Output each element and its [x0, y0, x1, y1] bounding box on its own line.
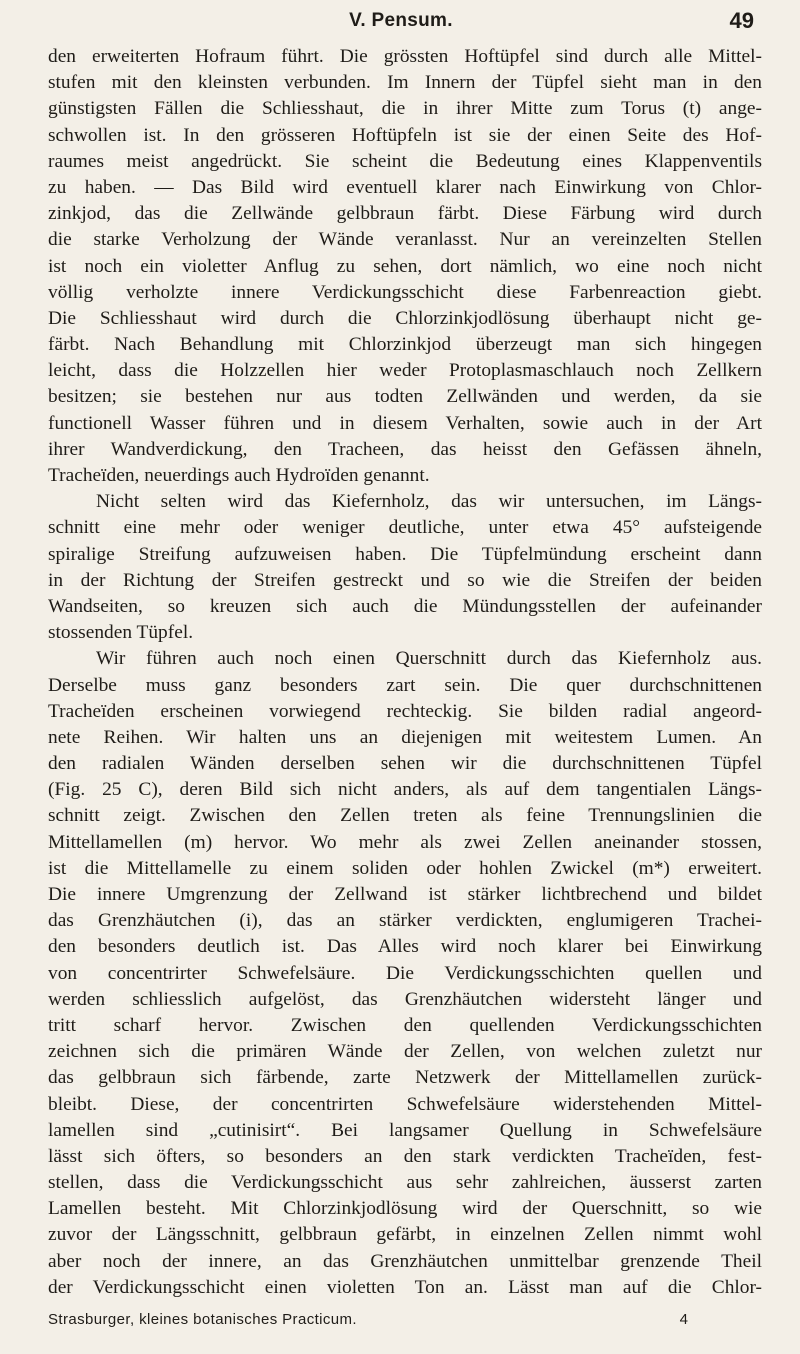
text-line: Die innere Umgrenzung der Zellwand ist stärker lichtbrechend und bildet — [48, 884, 762, 905]
text-line: den besonders deutlich ist. Das Alles wird noch klarer bei Einwirkung — [48, 936, 762, 958]
text-line: werden schliesslich aufgelöst, das Grenzhäutchen widersteht länger und — [48, 988, 762, 1010]
text-line: bleibt. Diese, der concentrirten Schwefelsäure widerstehenden Mittel- — [48, 1093, 762, 1115]
text-line: Mittellamellen (m) hervor. Wo mehr als zwei Zellen aneinander stossen, — [48, 831, 762, 853]
running-title: V. Pensum. — [349, 10, 453, 31]
text-line: zeichnen sich die primären Wände der Zellen, von welchen zuletzt nur — [48, 1041, 762, 1063]
text-line: den erweiterten Hofraum führt. Die grössten Hoftüpfel sind durch alle Mittel- — [48, 46, 762, 67]
text-line: schwollen ist. In den grösseren Hoftüpfeln ist sie der einen Seite des Hof- — [48, 124, 762, 146]
text-line: Tracheïden erscheinen vorwiegend rechteckig. Sie bilden radial angeord- — [48, 700, 762, 722]
text-line: nete Reihen. Wir halten uns an diejenigen mit weitestem Lumen. An — [48, 726, 762, 748]
page-footer — [48, 1311, 688, 1333]
text-line: ist noch ein violetter Anflug zu sehen, dort nämlich, wo eine noch nicht — [48, 255, 762, 277]
text-line: den radialen Wänden derselben sehen wir die durchschnittenen Tüpfel — [48, 753, 762, 775]
text-line: in der Richtung der Streifen gestreckt und so wie die Streifen der beiden — [48, 569, 762, 591]
text-line: das Grenzhäutchen (i), das an stärker verdickten, englumigeren Trachei- — [48, 910, 762, 932]
text-line: raumes meist angedrückt. Sie scheint die Bedeutung eines Klappenventils — [48, 150, 762, 172]
text-line: zuvor der Längsschnitt, gelbbraun gefärbt, in einzelnen Zellen nimmt wohl — [48, 1224, 762, 1246]
text-line: das gelbbraun sich färbende, zarte Netzwerk der Mittellamellen zurück- — [48, 1067, 762, 1089]
page-number: 49 — [729, 8, 754, 33]
text-line: aber noch der innere, an das Grenzhäutchen unmittelbar grenzende Theil — [48, 1250, 762, 1272]
text-line: Derselbe muss ganz besonders zart sein. Die quer durchschnittenen — [48, 674, 762, 696]
text-line: Wir führen auch noch einen Querschnitt durch das Kiefernholz aus. — [96, 648, 762, 670]
text-line: günstigsten Fällen die Schliesshaut, die in ihrer Mitte zum Torus (t) ange- — [48, 98, 762, 120]
page-header — [48, 10, 754, 36]
text-line: lamellen sind „cutinisirt“. Bei langsamer Quellung in Schwefelsäure — [48, 1119, 762, 1141]
text-line: Lamellen besteht. Mit Chlorzinkjodlösung wird der Querschnitt, so wie — [48, 1198, 762, 1220]
text-line: färbt. Nach Behandlung mit Chlorzinkjod überzeugt man sich hingegen — [48, 334, 762, 356]
text-line: besitzen; sie bestehen nur aus todten Zellwänden und werden, da sie — [48, 386, 762, 408]
text-line: Tracheïden, neuerdings auch Hydroïden genannt. — [48, 465, 430, 486]
text-line: Nicht selten wird das Kiefernholz, das wir untersuchen, im Längs- — [96, 491, 762, 513]
text-line: der Verdickungsschicht einen violetten Ton an. Lässt man auf die Chlor- — [48, 1276, 762, 1298]
text-line: zinkjod, das die Zellwände gelbbraun färbt. Diese Färbung wird durch — [48, 203, 762, 225]
text-line: ihrer Wandverdickung, den Tracheen, das heisst den Gefässen ähneln, — [48, 438, 762, 460]
text-line: die starke Verholzung der Wände veranlasst. Nur an vereinzelten Stellen — [48, 229, 762, 251]
text-line: stufen mit den kleinsten verbunden. Im Innern der Tüpfel sieht man in den — [48, 72, 762, 94]
signature-mark: 4 — [679, 1311, 688, 1328]
text-line: völlig verholzte innere Verdickungsschicht diese Farbenreaction giebt. — [48, 281, 762, 303]
text-line: tritt scharf hervor. Zwischen den quellenden Verdickungsschichten — [48, 1014, 762, 1036]
text-line: spiralige Streifung aufzuweisen haben. Die Tüpfelmündung erscheint dann — [48, 543, 762, 565]
footer-signature: Strasburger, kleines botanisches Practicum. — [48, 1311, 358, 1328]
text-line: leicht, dass die Holzzellen hier weder Protoplasmaschlauch noch Zellkern — [48, 360, 762, 382]
text-line: stellen, dass die Verdickungsschicht aus sehr zahlreichen, äusserst zarten — [48, 1172, 762, 1194]
text-line: schnitt eine mehr oder weniger deutliche, unter etwa 45° aufsteigende — [48, 517, 762, 539]
text-line: Die Schliesshaut wird durch die Chlorzinkjodlösung überhaupt nicht ge- — [48, 307, 762, 329]
text-line: (Fig. 25 C), deren Bild sich nicht anders, als auf dem tangentialen Längs- — [48, 779, 762, 801]
text-line: ist die Mittellamelle zu einem soliden oder hohlen Zwickel (m*) erweitert. — [48, 857, 762, 879]
text-line: lässt sich öfters, so besonders an den stark verdickten Tracheïden, fest- — [48, 1145, 762, 1167]
body-text — [48, 44, 762, 1301]
text-line: zu haben. — Das Bild wird eventuell klarer nach Einwirkung von Chlor- — [48, 176, 762, 198]
text-line: stossenden Tüpfel. — [48, 622, 194, 644]
text-line: schnitt zeigt. Zwischen den Zellen treten als feine Trennungslinien die — [48, 805, 762, 827]
text-line: Wandseiten, so kreuzen sich auch die Mündungsstellen der aufeinander — [48, 595, 762, 617]
text-line: von concentrirter Schwefelsäure. Die Verdickungsschichten quellen und — [48, 962, 762, 984]
text-line: functionell Wasser führen und in diesem Verhalten, sowie auch in der Art — [48, 412, 762, 434]
